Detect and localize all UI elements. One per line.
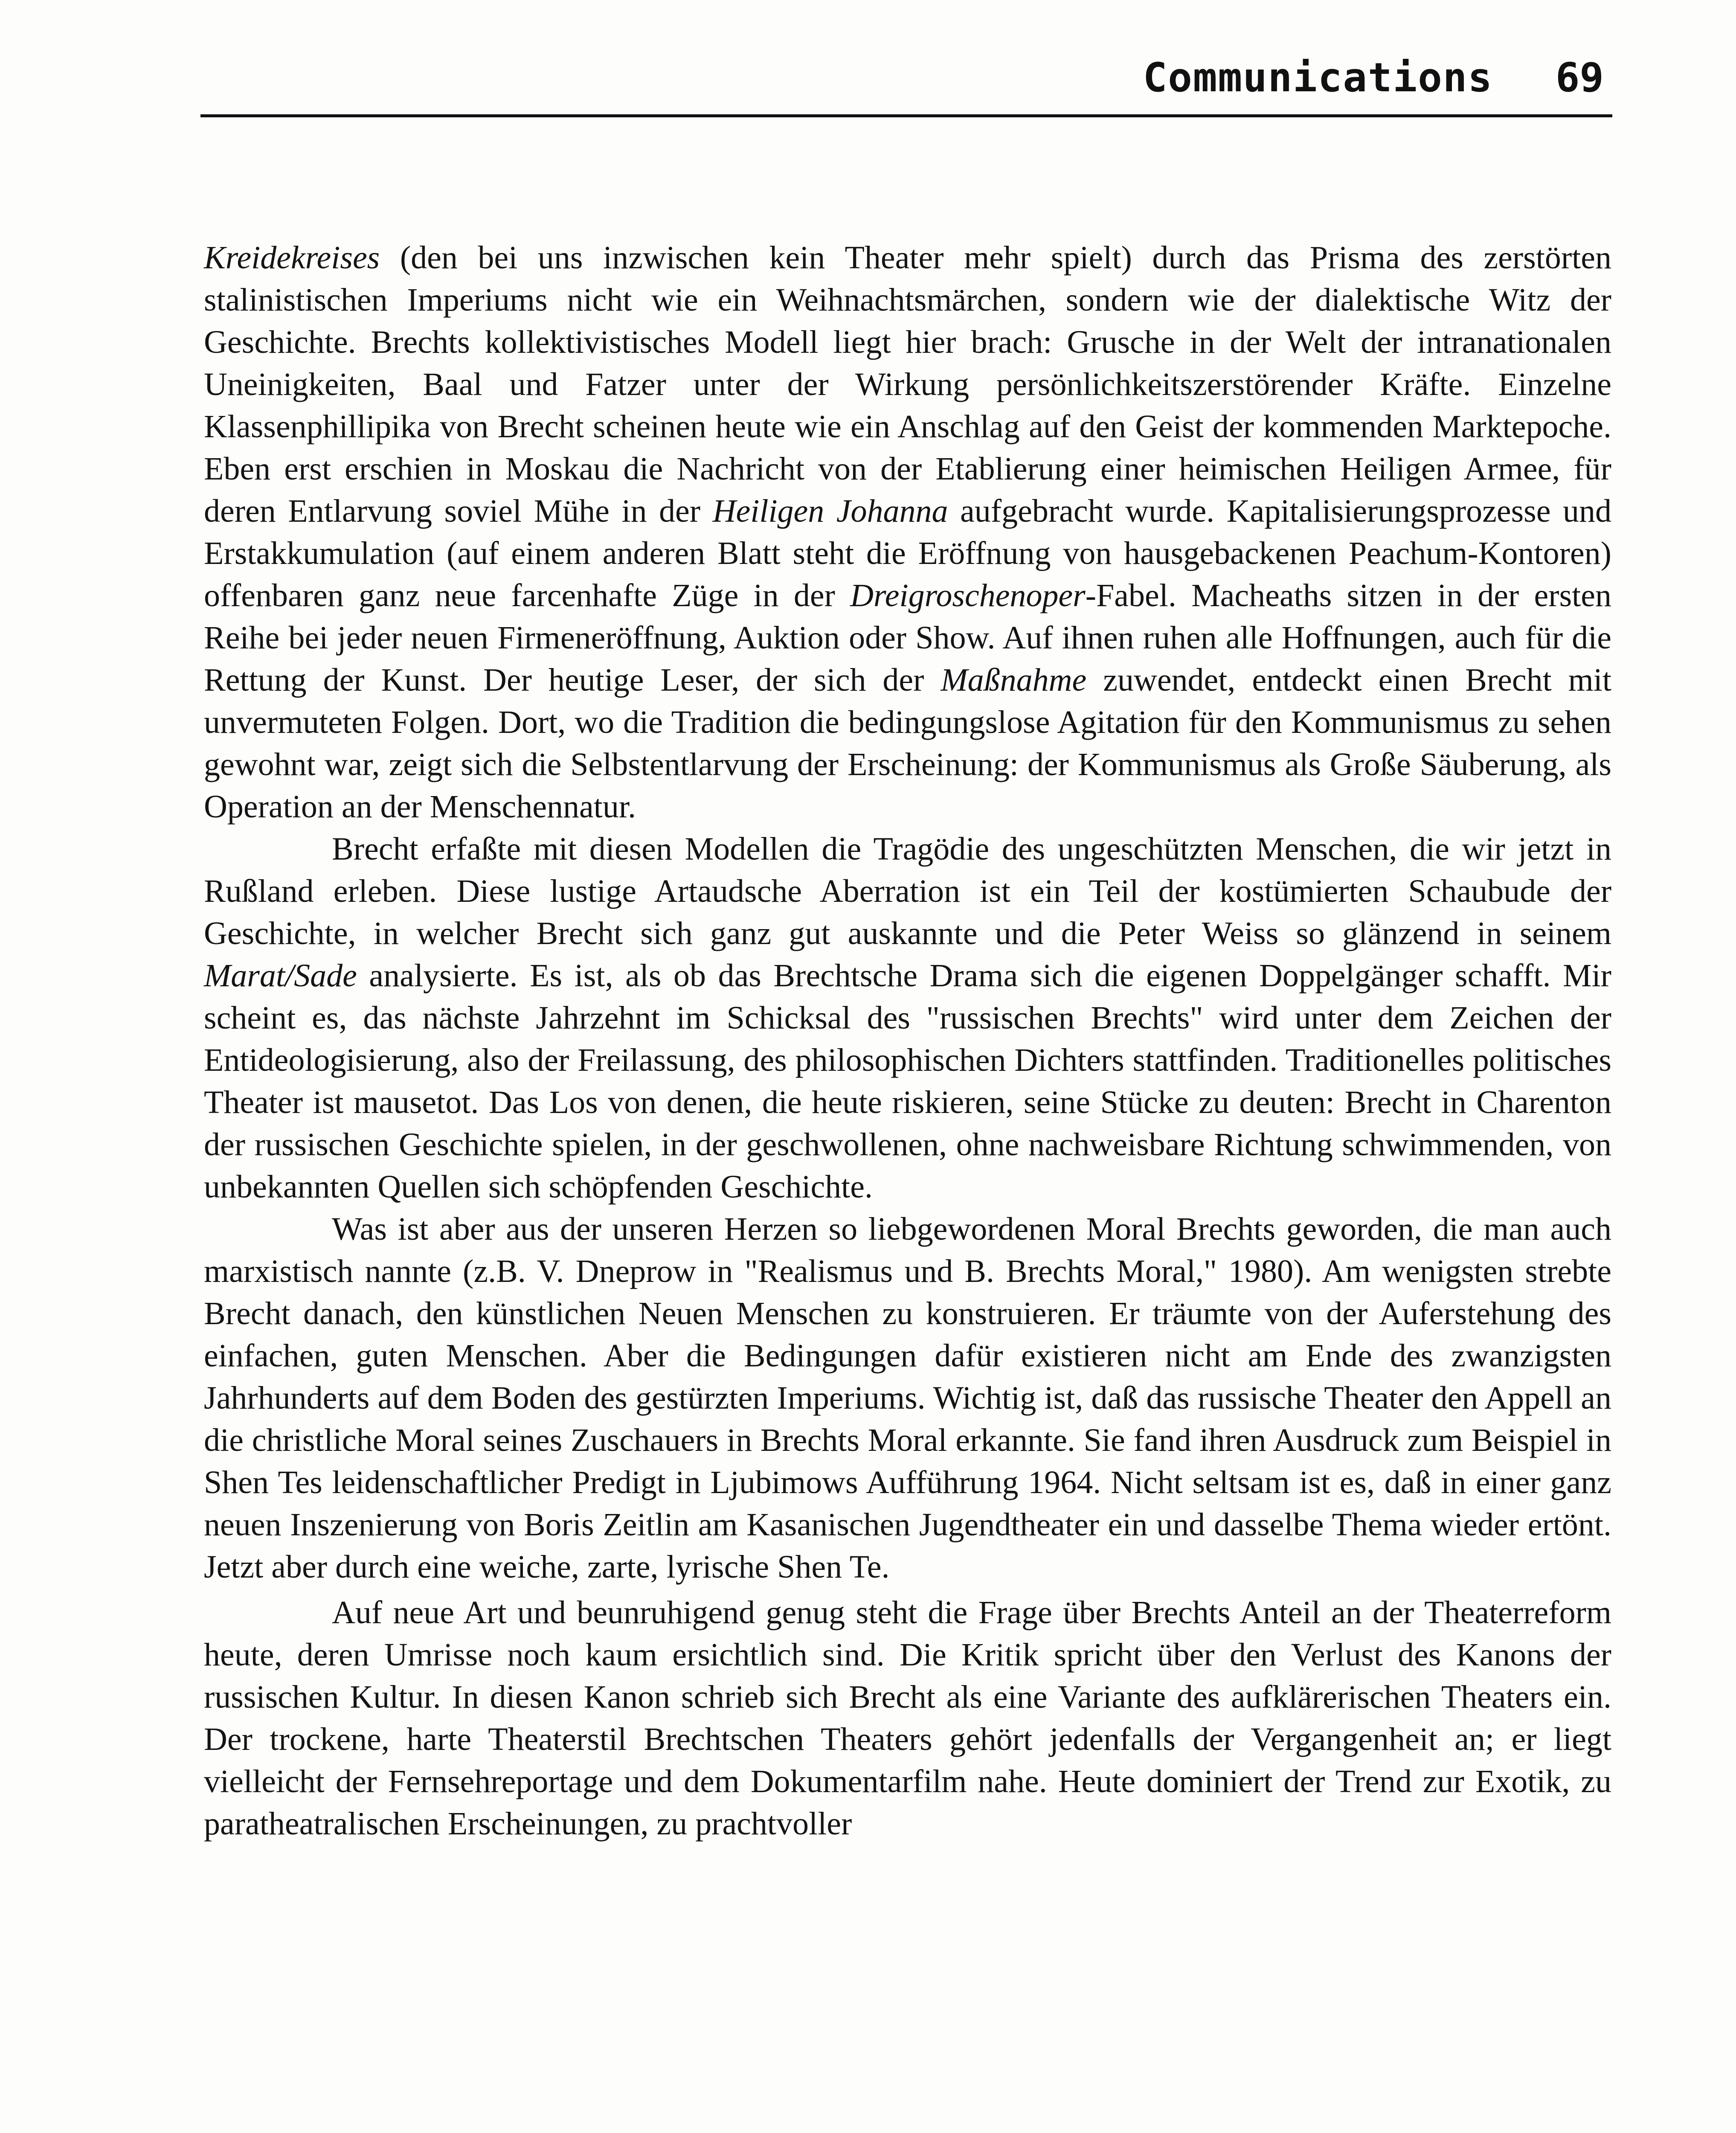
paragraph-segment: Marat/Sade [204, 958, 357, 994]
paragraph-segment: zuwendet, entdeckt einen Brecht mit unvermuteten Folgen. Dort, wo die Tradition die bedingungslose Agitation für den Kommunismus zu sehen gewohnt war, zeigt sich die Selbstentlarvung der Erscheinung: der Kommunismus als Große Säuberung, als Operation an der Menschennatur. [204, 662, 1611, 825]
page-number: 69 [1555, 55, 1604, 101]
article-body [204, 237, 1611, 1845]
paragraph-4 [204, 1592, 1611, 1845]
paragraph-segment: Kreidekreises [204, 240, 380, 276]
paragraph-segment: (den bei uns inzwischen kein Theater mehr spielt) durch das Prisma des zerstörten stalinistischen Imperiums nicht wie ein Weihnachtsmärchen, sondern wie der dialektische Witz der Geschichte. Brechts kollektivistisches Modell liegt hier brach: Grusche in der Welt der intranationalen Uneinigkeiten, Baal und Fatzer unter der Wirkung persönlichkeitszerstörender Kräfte. Einzelne Klassenphillipika von Brecht scheinen heute wie ein Anschlag auf den Geist der kommenden Marktepoche. Eben erst erschien in Moskau die Nachricht von der Etablierung einer heimischen Heiligen Armee, für deren Entlarvung soviel Mühe in der [204, 240, 1611, 529]
paragraph-segment: analysierte. Es ist, als ob das Brechtsche Drama sich die eigenen Doppelgänger schafft. Mir scheint es, das nächste Jahrzehnt im Schicksal des "russischen Brechts" wird unter dem Zeichen der Entideologisierung, also der Freilassung, des philosophischen Dichters stattfinden. Traditionelles politisches Theater ist mausetot. Das Los von denen, die heute riskieren, seine Stücke zu deuten: Brecht in Charenton der russischen Geschichte spielen, in der geschwollenen, ohne nachweisbare Richtung schwimmenden, von unbekannten Quellen sich schöpfenden Geschichte. [204, 958, 1611, 1205]
paragraph-segment: Maßnahme [941, 662, 1087, 698]
paragraph-segment: Brecht erfaßte mit diesen Modellen die Tragödie des ungeschützten Menschen, die wir jetzt in Rußland erleben. Diese lustige Artaudsche Aberration ist ein Teil der kostümierten Schaubude der Geschichte, in welcher Brecht sich ganz gut auskannte und die Peter Weiss so glänzend in seinem [204, 831, 1611, 951]
paragraph-1 [204, 237, 1611, 828]
paragraph-segment: aufgebracht wurde. Kapitalisierungsprozesse und Erstakkumulation (auf einem anderen Blatt steht die Eröffnung von hausgebackenen Peachum-Kontoren) offenbaren ganz neue farcenhafte Züge in der [204, 493, 1611, 613]
header-rule [200, 114, 1612, 117]
running-title: Communications [1143, 55, 1493, 101]
paragraph-segment: Auf neue Art und beunruhigend genug steht die Frage über Brechts Anteil an der Theaterreform heute, deren Umrisse noch kaum ersichtlich sind. Die Kritik spricht über den Verlust des Kanons der russischen Kultur. In diesen Kanon schrieb sich Brecht als eine Variante des aufklärerischen Theaters ein. Der trockene, harte Theaterstil Brechtschen Theaters gehört jedenfalls der Vergangenheit an; er liegt vielleicht der Fernsehreportage und dem Dokumentarfilm nahe. Heute dominiert der Trend zur Exotik, zu paratheatralischen Erscheinungen, zu prachtvoller [204, 1595, 1611, 1842]
paragraph-2 [204, 828, 1611, 1208]
paragraph-segment: Was ist aber aus der unseren Herzen so liebgewordenen Moral Brechts geworden, die man auch marxistisch nannte (z.B. V. Dneprow in "Realismus und B. Brechts Moral," 1980). Am wenigsten strebte Brecht danach, den künstlichen Neuen Menschen zu konstruieren. Er träumte von der Auferstehung des einfachen, guten Menschen. Aber die Bedingungen dafür existieren nicht am Ende des zwanzigsten Jahrhunderts auf dem Boden des gestürzten Imperiums. Wichtig ist, daß das russische Theater den Appell an die christliche Moral seines Zuschauers in Brechts Moral erkannte. Sie fand ihren Ausdruck zum Beispiel in Shen Tes leidenschaftlicher Predigt in Ljubimows Aufführung 1964. Nicht seltsam ist es, daß in einer ganz neuen Inszenierung von Boris Zeitlin am Kasanischen Jugendtheater ein und dasselbe Thema wieder ertönt. Jetzt aber durch eine weiche, zarte, lyrische Shen Te. [204, 1211, 1611, 1585]
paragraph-segment: Heiligen Johanna [712, 493, 948, 529]
running-header [200, 51, 1612, 119]
paragraph-segment: -Fabel. Macheaths sitzen in der ersten Reihe bei jeder neuen Firmeneröffnung, Auktion oder Show. Auf ihnen ruhen alle Hoffnungen, auch für die Rettung der Kunst. Der heutige Leser, der sich der [204, 578, 1612, 698]
paragraph-segment: Dreigroschenoper [850, 578, 1086, 613]
paragraph-3 [204, 1208, 1611, 1588]
